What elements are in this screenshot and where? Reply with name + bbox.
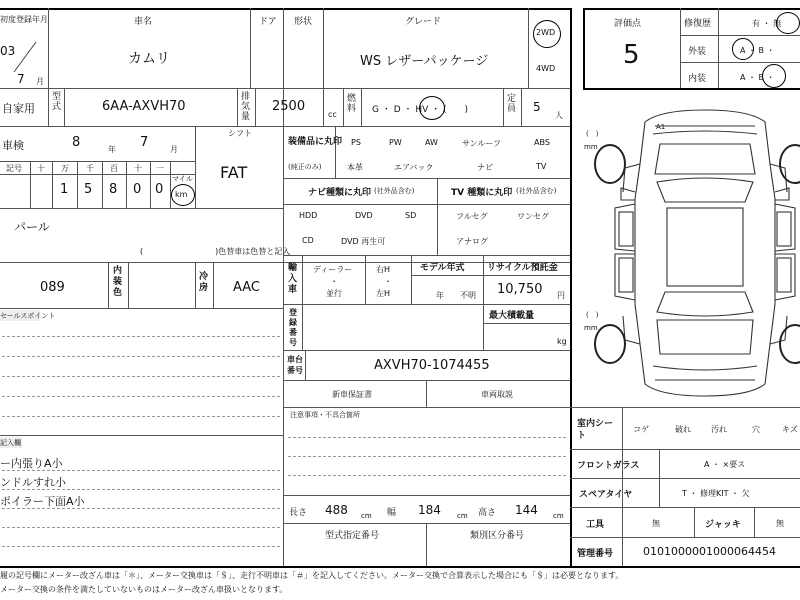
width-unit: cm (457, 512, 468, 520)
interior-label: 内装 (688, 74, 707, 84)
equipment-title: 装備品に丸印 (288, 137, 343, 147)
interior-seat-label: 室内シート (577, 419, 614, 441)
max-load-label: 最大積載量 (489, 311, 535, 321)
mileage-header: 十 (134, 164, 142, 173)
model-label: 型式 (52, 92, 62, 112)
jack-label: ジャッキ (705, 520, 741, 530)
recycle-yen: 円 (557, 291, 565, 300)
bracket-mark: ( ) (586, 311, 599, 319)
tv-type-sub: (社外品含む) (516, 187, 557, 195)
mm-label-bottom: mm (584, 324, 598, 332)
mileage-header: 百 (110, 164, 118, 173)
equip-item: ナビ (477, 163, 493, 172)
windshield-label: フロントガラス (577, 461, 640, 471)
width: 184 (418, 503, 441, 517)
shape-label: 形状 (294, 17, 313, 27)
mileage-header: 記号 (6, 164, 22, 173)
inspection-month: 7 (140, 135, 149, 150)
interior-grade-options: A ・ B ・ (740, 73, 775, 82)
width-label: 幅 (387, 508, 397, 518)
equipment-sub: (純正のみ) (288, 163, 322, 171)
score-label: 評価点 (614, 19, 642, 29)
notes-label: 記入欄 (0, 439, 21, 447)
repair-none-circle-mark (776, 12, 800, 34)
mileage-unit-km: km (175, 190, 188, 199)
seat-condition-item: 破れ (675, 425, 691, 434)
exterior-grade-options: A ・ B ・ (740, 46, 775, 55)
ac-value: AAC (233, 280, 260, 295)
model-year-unit: 年 (436, 291, 444, 300)
mileage-header: 万 (61, 164, 69, 173)
exterior-a-circle-mark (732, 38, 754, 60)
nav-item: DVD (355, 211, 373, 220)
tv-type-title: TV 種類に丸印 (451, 188, 513, 198)
body-color: パール (14, 220, 50, 234)
tv-item: フルセグ (456, 212, 488, 221)
inspection-month-unit: 月 (170, 145, 178, 154)
import-label: 輸入車 (288, 263, 298, 295)
first-registration-month: 7 (17, 72, 25, 86)
drive-2wd: 2WD (536, 28, 556, 37)
shift-value: FAT (220, 163, 248, 182)
tv-item: ワンセグ (517, 212, 549, 221)
nav-type-title: ナビ種類に丸印 (308, 188, 372, 198)
mileage-digit: 1 (60, 182, 69, 197)
steering-dot: ・ (384, 277, 392, 286)
height-label: 高さ (478, 508, 497, 518)
mileage-header: 一 (156, 164, 164, 173)
tv-item: アナログ (456, 237, 488, 246)
footer-note-2: メーター交換の条件を満たしていないものはメーター改ざん車扱いとなります。 (0, 585, 288, 594)
damage-mark-a1: A1 (656, 123, 666, 131)
nav-type-sub: (社外品含む) (374, 187, 415, 195)
import-dot: ・ (330, 277, 338, 286)
first-registration-year: 03 (0, 44, 16, 58)
first-registration-label: 初度登録年月 (0, 15, 48, 24)
capacity-unit: 人 (555, 111, 563, 120)
spare-tire-value: T ・ 修理KIT ・ 欠 (682, 489, 750, 498)
length-label: 長さ (289, 508, 308, 518)
new-car-warranty: 新車保証書 (332, 390, 372, 399)
displacement: 2500 (272, 99, 306, 114)
repair-history-options: 有 ・ 無 (752, 19, 782, 28)
import-dealer: ディーラー (313, 265, 353, 274)
mileage-digit: 5 (84, 182, 93, 197)
seat-condition-item: 汚れ (711, 425, 727, 434)
chassis-number-label: 車台番号 (287, 355, 303, 375)
tools-value: 無 (652, 519, 660, 528)
equip-item: PS (351, 138, 361, 147)
management-number-label: 管理番号 (577, 549, 614, 559)
mileage-header: 十 (37, 164, 45, 173)
chassis-number: AXVH70-1074455 (374, 358, 490, 373)
bracket-mark: ( ) (586, 130, 599, 138)
date-slash (10, 40, 40, 74)
grade-label: グレード (405, 17, 442, 27)
tools-label: 工具 (586, 520, 605, 530)
color-code: 089 (40, 280, 65, 295)
note-line: ポイラー下面A小 (0, 495, 85, 508)
seat-condition-item: 穴 (752, 425, 760, 434)
interior-color-label: 内装色 (113, 266, 123, 298)
score-value: 5 (623, 40, 640, 70)
color-change-note: ( )色替車は色替と記入 (140, 247, 291, 256)
car-name: カムリ (128, 51, 170, 67)
selling-point-label: セールスポイント (0, 312, 56, 320)
first-registration-month-unit: 月 (36, 77, 44, 86)
model-year-unknown: 不明 (460, 291, 476, 300)
fuel-label: 燃料 (347, 94, 357, 114)
equip-item: サンルーフ (462, 139, 501, 148)
jack-value: 無 (776, 519, 784, 528)
inspection-year-unit: 年 (108, 145, 116, 154)
mm-label-top: mm (584, 143, 598, 151)
grade: WS レザーパッケージ (360, 54, 489, 69)
right-hand-drive: 右H (376, 265, 391, 274)
note-line: ンドルすれ小 (0, 476, 66, 489)
height-unit: cm (553, 512, 564, 520)
seat-condition-item: キズ (782, 425, 798, 434)
spare-tire-label: スペアタイヤ (579, 490, 633, 500)
seat-condition-item: コゲ (633, 425, 649, 434)
type-certification-label: 型式指定番号 (325, 531, 380, 541)
inspection-label: 車検 (2, 139, 24, 152)
note-line: ー内張りA小 (0, 457, 63, 470)
nav-item: HDD (299, 211, 318, 220)
drive-4wd: 4WD (536, 64, 556, 73)
mileage-digit: 8 (109, 182, 118, 197)
equip-item: ABS (534, 138, 550, 147)
exterior-label: 外装 (688, 47, 707, 57)
inspection-year: 8 (72, 135, 81, 150)
displacement-label: 排気量 (241, 92, 251, 122)
mileage-header: 千 (86, 164, 94, 173)
model-year-label: モデル年式 (420, 263, 465, 273)
notes-defects-label: 注意事項・不具合箇所 (290, 411, 360, 419)
door-label: ドア (259, 17, 277, 27)
capacity: 5 (533, 100, 541, 114)
length-unit: cm (361, 512, 372, 520)
nav-item: CD (302, 236, 314, 245)
windshield-value: A ・ ×要ス (704, 460, 746, 469)
shift-label: シフト (228, 129, 252, 138)
car-condition-diagram (585, 104, 800, 404)
recycle-deposit-label: リサイクル預託金 (487, 263, 558, 273)
repair-history-label: 修復歴 (684, 19, 712, 29)
displacement-unit: cc (328, 110, 337, 119)
equip-item: PW (389, 138, 402, 147)
equip-item: AW (425, 138, 438, 147)
max-load-unit: kg (557, 337, 567, 346)
capacity-label: 定員 (507, 94, 517, 114)
left-hand-drive: 左H (376, 289, 391, 298)
footer-note-1: 履の記号欄にメーター改ざん車は「＊」、メーター交換車は「＄」、走行不明車は「＃」を記入してください。メーター交換で合算表示した場合にも「＄」は必要となります。 (0, 571, 624, 580)
fuel-hv-circle-mark (419, 96, 445, 120)
length: 488 (325, 503, 348, 517)
recycle-deposit: 10,750 (497, 282, 543, 297)
fuel-options: G ・ D ・ HV ・ ( ) (372, 105, 469, 115)
model-code: 6AA-AXVH70 (102, 99, 186, 114)
mileage-digit: 0 (155, 182, 164, 197)
import-parallel: 並行 (326, 289, 342, 298)
mileage-digit: 0 (133, 182, 142, 197)
owner-manual: 車両取説 (481, 390, 513, 399)
equip-item: TV (536, 162, 547, 171)
equip-item: エアバック (394, 163, 434, 172)
ac-label: 冷房 (199, 272, 209, 293)
equip-item: 本革 (347, 163, 363, 172)
classification-label: 類別区分番号 (470, 531, 525, 541)
registration-number-label: 登録番号 (289, 308, 297, 347)
nav-item: DVD 再生可 (341, 237, 386, 246)
nav-item: SD (405, 211, 417, 220)
management-number: 0101000001000064454 (643, 545, 776, 558)
height: 144 (515, 503, 538, 517)
use-type: 自家用 (2, 102, 35, 115)
interior-b-circle-mark (762, 64, 786, 88)
mileage-unit-mile: マイル (172, 175, 193, 183)
car-name-label: 車名 (134, 17, 153, 27)
